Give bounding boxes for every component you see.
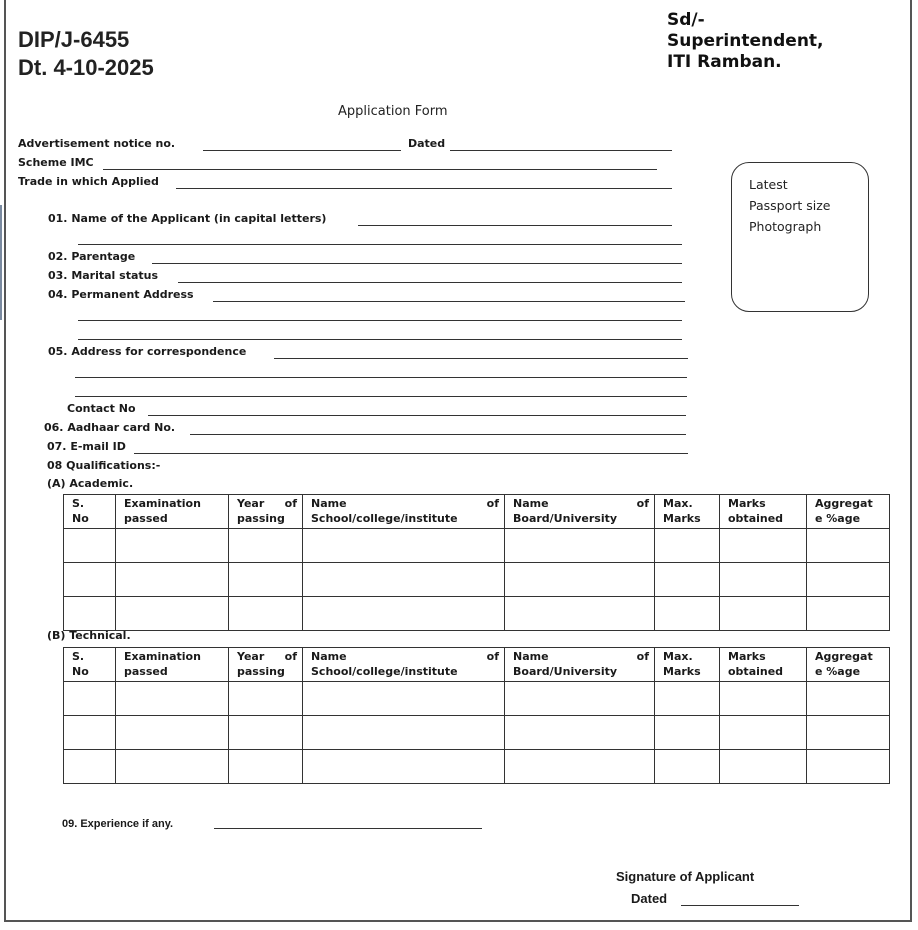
correspondence-address-field-line3[interactable] xyxy=(75,396,687,397)
table-cell[interactable] xyxy=(720,563,807,597)
scheme-field[interactable] xyxy=(103,169,657,170)
col-aggregate: Aggregat e %age xyxy=(807,495,890,529)
table-cell[interactable] xyxy=(303,682,505,716)
table-cell[interactable] xyxy=(64,716,116,750)
table-row xyxy=(64,597,890,631)
table-row xyxy=(64,529,890,563)
correspondence-address-field[interactable] xyxy=(274,358,688,359)
scan-edge-mark xyxy=(0,205,2,320)
table-cell[interactable] xyxy=(303,529,505,563)
technical-heading: (B) Technical. xyxy=(47,629,131,642)
correspondence-address-field-line2[interactable] xyxy=(75,377,687,378)
signatory-office: ITI Ramban. xyxy=(667,52,782,72)
signature-label: Signature of Applicant xyxy=(616,869,755,884)
reference-date: Dt. 4-10-2025 xyxy=(18,55,154,80)
col-exam-passed: Examination passed xyxy=(116,495,229,529)
table-cell[interactable] xyxy=(64,597,116,631)
photo-text-line: Latest xyxy=(749,177,788,192)
col-sno: S. No xyxy=(64,495,116,529)
table-cell[interactable] xyxy=(720,597,807,631)
col-board-name: Name of Board/University xyxy=(505,648,655,682)
marital-status-field[interactable] xyxy=(178,282,682,283)
advertisement-dated-label: Dated xyxy=(408,137,446,150)
technical-qualifications-table xyxy=(63,647,890,784)
email-field[interactable] xyxy=(134,453,688,454)
table-cell[interactable] xyxy=(64,529,116,563)
col-marks-obtained: Marks obtained xyxy=(720,495,807,529)
permanent-address-label: 04. Permanent Address xyxy=(48,288,194,301)
trade-label: Trade in which Applied xyxy=(18,175,159,188)
col-school-name: Name of School/college/institute xyxy=(303,648,505,682)
aadhaar-label: 06. Aadhaar card No. xyxy=(44,421,176,434)
table-cell[interactable] xyxy=(807,563,890,597)
table-cell[interactable] xyxy=(116,597,229,631)
parentage-field[interactable] xyxy=(152,263,682,264)
table-cell[interactable] xyxy=(64,563,116,597)
advertisement-label: Advertisement notice no. xyxy=(18,137,176,150)
advertisement-field[interactable] xyxy=(203,150,401,151)
table-cell[interactable] xyxy=(229,597,303,631)
applicant-name-field[interactable] xyxy=(358,225,672,226)
col-year-passing: Year of passing xyxy=(229,648,303,682)
table-cell[interactable] xyxy=(505,716,655,750)
table-cell[interactable] xyxy=(116,563,229,597)
parentage-label: 02. Parentage xyxy=(48,250,136,263)
table-cell[interactable] xyxy=(807,750,890,784)
table-row xyxy=(64,682,890,716)
table-cell[interactable] xyxy=(655,597,720,631)
col-board-name: Name of Board/University xyxy=(505,495,655,529)
table-header-row xyxy=(64,648,890,682)
email-label: 07. E-mail ID xyxy=(47,440,126,453)
table-cell[interactable] xyxy=(720,750,807,784)
table-row xyxy=(64,716,890,750)
table-header-row xyxy=(64,495,890,529)
col-max-marks: Max. Marks xyxy=(655,648,720,682)
signature-dated-label: Dated xyxy=(631,891,668,906)
table-cell[interactable] xyxy=(229,750,303,784)
academic-heading: (A) Academic. xyxy=(47,477,134,490)
table-cell[interactable] xyxy=(807,597,890,631)
photo-text-line: Passport size xyxy=(749,198,831,213)
permanent-address-field[interactable] xyxy=(213,301,685,302)
col-aggregate: Aggregat e %age xyxy=(807,648,890,682)
marital-status-label: 03. Marital status xyxy=(48,269,159,282)
trade-field[interactable] xyxy=(176,188,672,189)
table-cell[interactable] xyxy=(116,682,229,716)
table-cell[interactable] xyxy=(720,529,807,563)
table-cell[interactable] xyxy=(720,682,807,716)
reference-number: DIP/J-6455 xyxy=(18,27,130,52)
table-cell[interactable] xyxy=(655,716,720,750)
table-row xyxy=(64,750,890,784)
table-cell[interactable] xyxy=(303,716,505,750)
table-cell[interactable] xyxy=(505,529,655,563)
table-cell[interactable] xyxy=(807,716,890,750)
table-cell[interactable] xyxy=(116,529,229,563)
table-cell[interactable] xyxy=(505,750,655,784)
applicant-name-field-line2[interactable] xyxy=(78,244,682,245)
photo-instructions xyxy=(749,174,831,237)
table-cell[interactable] xyxy=(229,563,303,597)
col-school-name: Name of School/college/institute xyxy=(303,495,505,529)
col-marks-obtained: Marks obtained xyxy=(720,648,807,682)
table-cell[interactable] xyxy=(807,682,890,716)
col-max-marks: Max. Marks xyxy=(655,495,720,529)
table-cell[interactable] xyxy=(229,529,303,563)
table-cell[interactable] xyxy=(655,529,720,563)
table-cell[interactable] xyxy=(303,563,505,597)
col-exam-passed: Examination passed xyxy=(116,648,229,682)
signatory-block xyxy=(667,10,824,73)
table-cell[interactable] xyxy=(64,750,116,784)
table-cell[interactable] xyxy=(655,563,720,597)
table-cell[interactable] xyxy=(655,682,720,716)
table-cell[interactable] xyxy=(116,750,229,784)
col-sno: S. No xyxy=(64,648,116,682)
table-cell[interactable] xyxy=(655,750,720,784)
applicant-name-label: 01. Name of the Applicant (in capital letters) xyxy=(48,212,327,225)
col-year-passing: Year of passing xyxy=(229,495,303,529)
aadhaar-field[interactable] xyxy=(190,434,686,435)
photo-text-line: Photograph xyxy=(749,219,822,234)
form-title: Application Form xyxy=(338,104,448,119)
correspondence-address-label: 05. Address for correspondence xyxy=(48,345,247,358)
table-cell[interactable] xyxy=(229,716,303,750)
table-cell[interactable] xyxy=(505,563,655,597)
signed-mark: Sd/- xyxy=(667,10,705,30)
table-cell[interactable] xyxy=(229,682,303,716)
table-cell[interactable] xyxy=(116,716,229,750)
experience-label: 09. Experience if any. xyxy=(62,818,174,830)
scheme-label: Scheme IMC xyxy=(18,156,94,169)
table-cell[interactable] xyxy=(64,682,116,716)
contact-field[interactable] xyxy=(148,415,686,416)
signatory-designation: Superintendent, xyxy=(667,31,824,51)
experience-field[interactable] xyxy=(214,828,482,829)
academic-qualifications-table xyxy=(63,494,890,631)
table-cell[interactable] xyxy=(807,529,890,563)
table-cell[interactable] xyxy=(303,597,505,631)
qualifications-heading: 08 Qualifications:- xyxy=(47,459,161,472)
permanent-address-field-line3[interactable] xyxy=(78,339,682,340)
reference-block xyxy=(18,26,154,82)
table-cell[interactable] xyxy=(505,597,655,631)
permanent-address-field-line2[interactable] xyxy=(78,320,682,321)
contact-label: Contact No xyxy=(67,402,136,415)
signature-dated-field[interactable] xyxy=(681,905,799,906)
table-cell[interactable] xyxy=(303,750,505,784)
table-cell[interactable] xyxy=(505,682,655,716)
table-row xyxy=(64,563,890,597)
advertisement-dated-field[interactable] xyxy=(450,150,672,151)
table-cell[interactable] xyxy=(720,716,807,750)
